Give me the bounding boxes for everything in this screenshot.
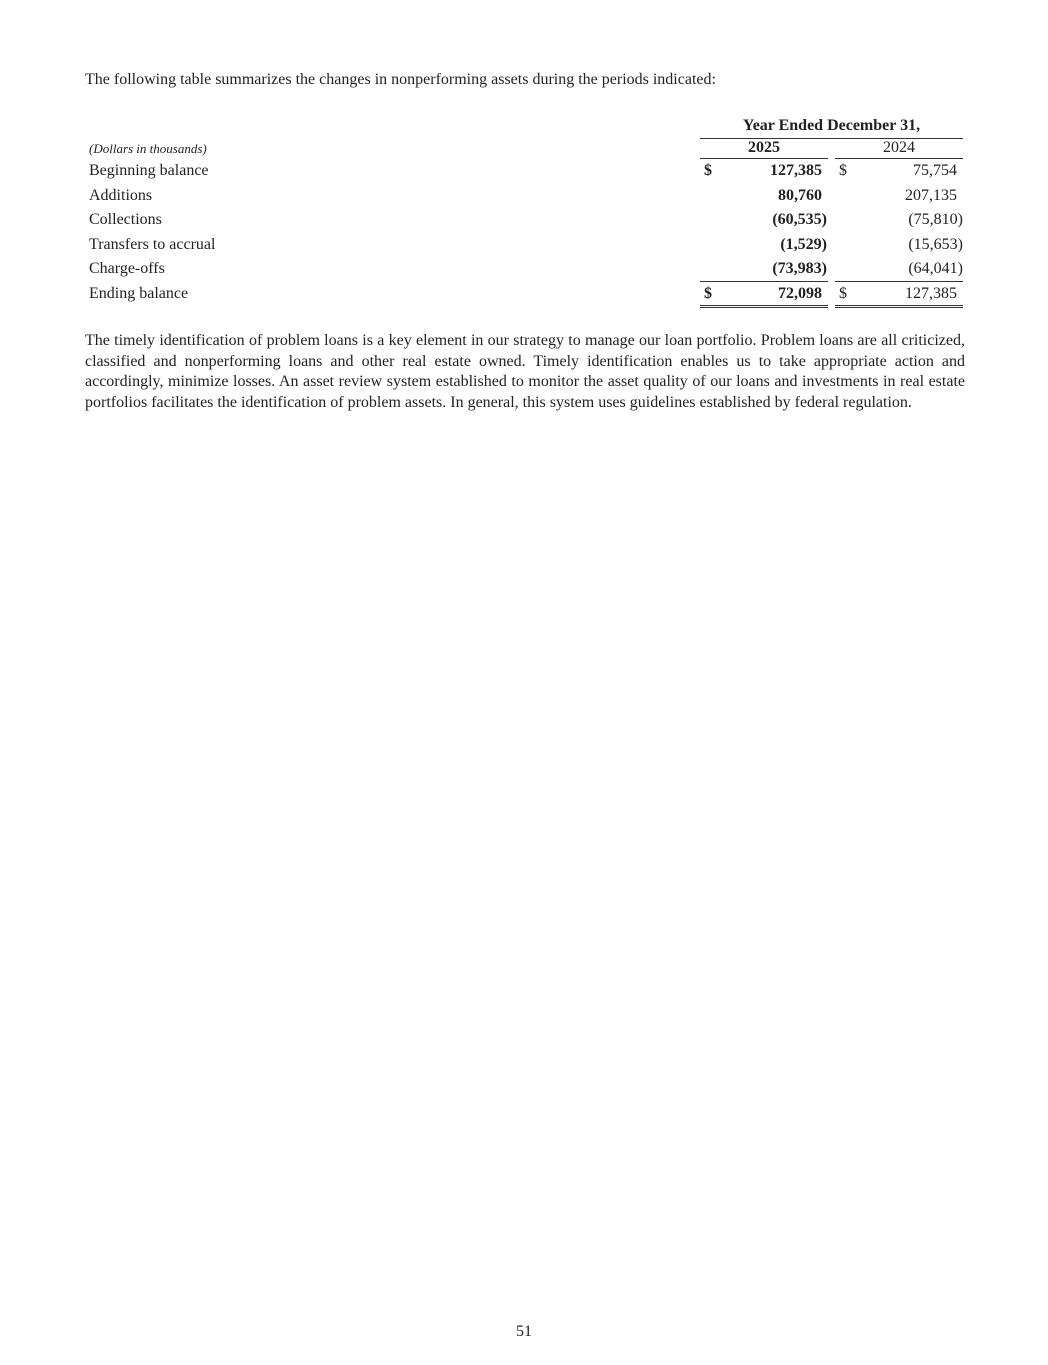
period-group-header: Year Ended December 31, bbox=[700, 114, 963, 139]
value-2024: 75,754 bbox=[913, 162, 957, 179]
intro-text: The following table summarizes the changes in nonperforming assets during the periods indicated: bbox=[85, 71, 716, 88]
table-row-charge-offs bbox=[85, 257, 965, 281]
row-label: Ending balance bbox=[89, 285, 189, 302]
value-2024: 127,385 bbox=[905, 285, 957, 302]
row-label: Transfers to accrual bbox=[89, 236, 216, 253]
total-double-rule-2024 bbox=[835, 305, 963, 308]
value-2025: (60,535) bbox=[772, 211, 827, 228]
value-2024: (75,810) bbox=[908, 211, 963, 228]
value-2024: (64,041) bbox=[908, 260, 963, 277]
currency-symbol-2024: $ bbox=[839, 285, 847, 302]
value-2024: (15,653) bbox=[908, 236, 963, 253]
value-2025: (73,983) bbox=[772, 260, 827, 277]
total-double-rule-2025 bbox=[700, 305, 828, 308]
value-2025: 127,385 bbox=[770, 162, 822, 179]
currency-symbol-2025: $ bbox=[704, 162, 712, 179]
value-2025: (1,529) bbox=[780, 236, 827, 253]
table-row-additions bbox=[85, 184, 965, 208]
value-2024: 207,135 bbox=[905, 187, 957, 204]
year-2024-header: 2024 bbox=[835, 138, 963, 159]
currency-symbol-2025: $ bbox=[704, 285, 712, 302]
body-paragraph: The timely identification of problem loans is a key element in our strategy to manage our loan portfolio. Problem loans are all criticized, classified and nonperforming loans and other real estate owned. Timely identification enables us to take appropriate action and accordingly, minimize losses. An asset review system established to monitor the asset quality of our loans and investments in real estate portfolios facilitates the identification of problem assets. In general, this system uses guidelines established by federal regulation. bbox=[85, 332, 965, 411]
value-2025: 80,760 bbox=[778, 187, 822, 204]
row-label: Collections bbox=[89, 211, 162, 228]
row-label: Charge-offs bbox=[89, 260, 165, 277]
table-row-beginning-balance bbox=[85, 159, 965, 183]
currency-symbol-2024: $ bbox=[839, 162, 847, 179]
row-label: Additions bbox=[89, 187, 153, 204]
unit-label: (Dollars in thousands) bbox=[89, 141, 207, 156]
year-2025-header: 2025 bbox=[700, 138, 828, 159]
table-row-ending-balance bbox=[85, 282, 965, 306]
table-row-transfers-to-accrual bbox=[85, 233, 965, 257]
row-label: Beginning balance bbox=[89, 162, 209, 179]
value-2025: 72,098 bbox=[778, 285, 822, 302]
page-number: 51 bbox=[516, 1323, 532, 1340]
table-row-collections bbox=[85, 208, 965, 232]
